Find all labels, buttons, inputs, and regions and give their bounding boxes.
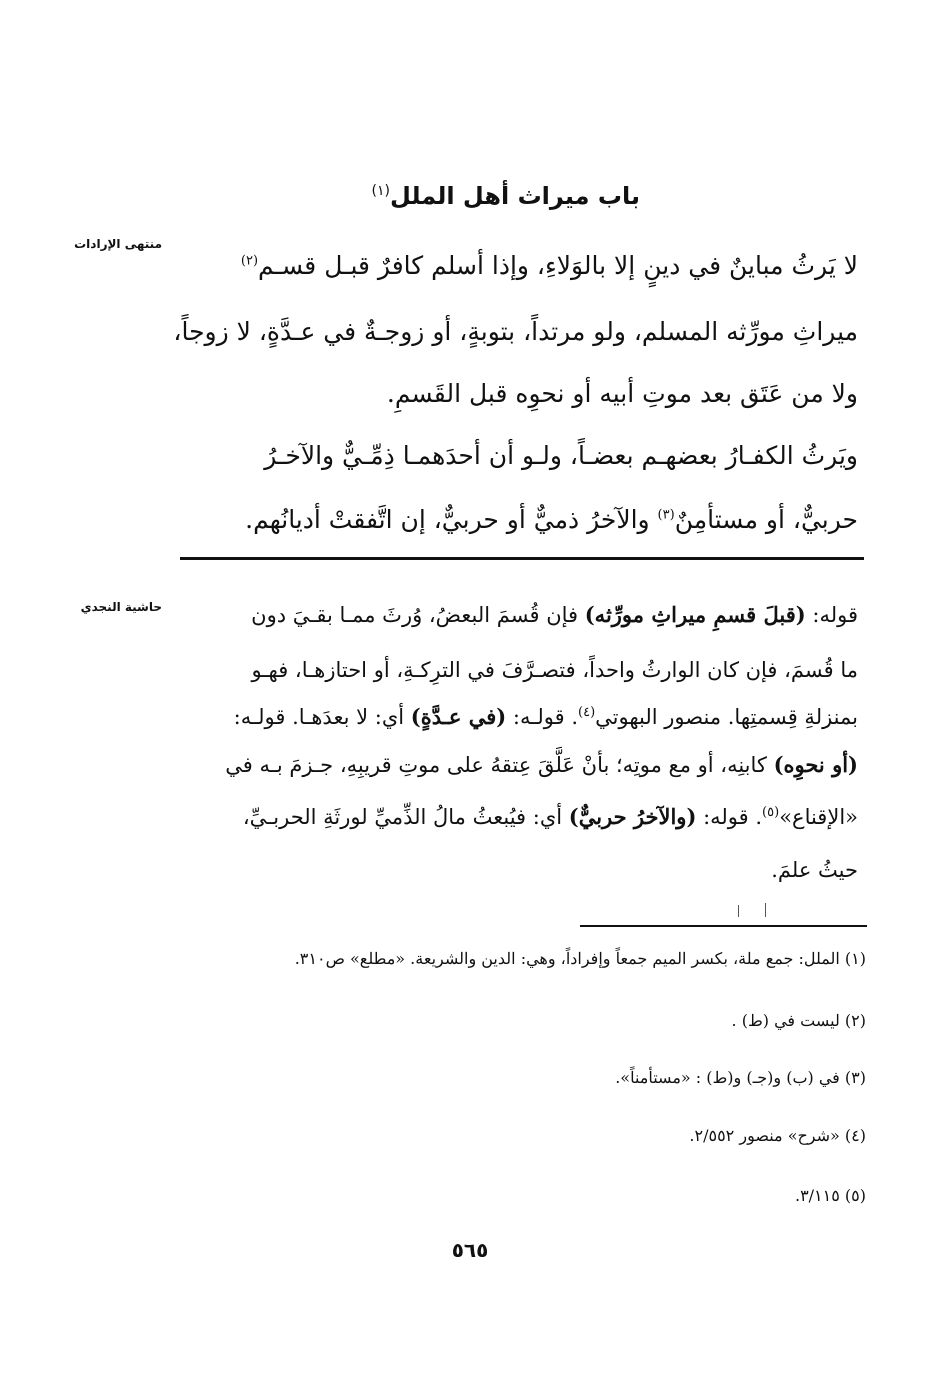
page-number: ٥٦٥ <box>451 1238 489 1262</box>
chapter-title-note: (١) <box>371 183 391 199</box>
footnote-ref: (٢) <box>240 253 259 269</box>
hashiya-text: قوله: <box>805 603 858 627</box>
hashiya-text: فإن قُسمَ البعضُ، وُرثَ ممـا بقـيَ دون <box>251 603 585 627</box>
footnote-divider <box>580 925 867 927</box>
hashiya-line <box>158 855 858 885</box>
hashiya-text: . قوله: <box>696 805 763 829</box>
hashiya-line <box>158 802 858 832</box>
main-text-line-text: ويَرثُ الكفـارُ بعضهـم بعضـاً، ولـو أن أحدَهمـا ذِمِّـيٌّ والآخـرُ <box>264 441 858 470</box>
hashiya-text: أي: لا بعدَهـا. قولـه: <box>233 705 411 729</box>
side-label-hashiya: حاشية النجدي <box>80 600 162 614</box>
chapter-title <box>340 182 640 210</box>
section-divider <box>180 557 864 560</box>
footnote-ref: (٤) <box>578 705 596 720</box>
hashiya-text: ما قُسمَ، فإن كان الوارثُ واحداً، فتصـرَّفَ في الترِكـةِ، أو احتازهـا، فهـو <box>251 658 858 682</box>
footnote: (٥) ٣/١١٥. <box>794 1186 866 1205</box>
main-text-line <box>158 378 858 410</box>
main-text-line <box>158 440 858 472</box>
hashiya-text: . قولـه: <box>506 705 579 729</box>
hashiya-line <box>158 655 858 685</box>
main-text-line-text: والآخرُ ذميٌّ أو حربيٌّ، إن اتَّفقتْ أديانُهم. <box>245 505 658 534</box>
footnote-ref: (٣) <box>657 507 675 523</box>
main-text-line <box>158 316 858 348</box>
quoted-phrase: (والآخرُ حربيٌّ) <box>568 804 697 829</box>
quoted-phrase: (أو نحوِه) <box>773 752 858 777</box>
hashiya-text: كابنِه، أو مع موتِه؛ بأنْ عَلَّقَ عِتقهُ على موتِ قريبِهِ، جـزمَ بـه في <box>225 753 774 777</box>
scan-artifact <box>738 905 739 917</box>
main-text-line-text: لا يَرثُ مباينٌ في دينٍ إلا بالوَلاءِ، وإذا أسلم كافرٌ قبـل قسـم <box>258 251 858 280</box>
hashiya-line <box>158 750 858 780</box>
footnote-ref: (٥) <box>762 805 780 820</box>
quoted-phrase: (قبلَ قسمِ ميراثِ مورِّثه) <box>584 602 806 627</box>
hashiya-text: بمنزلةِ قِسمتِها. منصور البهوتي <box>595 705 858 729</box>
side-label-main-text: منتهى الإرادات <box>74 237 162 251</box>
footnote: (٢) ليست في (ط) . <box>731 1011 866 1030</box>
main-text-line-text: حربيٌّ، أو مستأمِنٌ <box>674 505 858 534</box>
hashiya-text: حيثُ علمَ. <box>771 858 858 882</box>
footnote: (٤) «شرح» منصور ٢/٥٥٢. <box>689 1126 866 1145</box>
main-text-line <box>158 250 858 282</box>
footnote: (٣) في (ب) و(جـ) و(ط) : «مستأمناً». <box>615 1068 866 1087</box>
main-text-line-text: ولا من عَتَق بعد موتِ أبيه أو نحوِه قبل القَسمِ. <box>386 379 858 408</box>
main-text-line <box>158 504 858 536</box>
scan-artifact <box>765 903 766 917</box>
quoted-phrase: (في عـدَّةٍ) <box>410 704 507 729</box>
chapter-title-text: باب ميراث أهل الملل <box>390 182 640 210</box>
hashiya-text: أي: فيُبعثُ مالُ الذِّميِّ لورثَةِ الحربـيِّ، <box>242 805 569 829</box>
hashiya-line <box>158 702 858 732</box>
hashiya-text: «الإقناع» <box>779 805 858 829</box>
footnote: (١) الملل: جمع ملة، بكسر الميم جمعاً وإفراداً، وهي: الدين والشريعة. «مطلع» ص٣١٠. <box>294 949 866 968</box>
hashiya-line <box>158 600 858 630</box>
main-text-line-text: ميراثِ مورِّثه المسلم، ولو مرتداً، بتوبةٍ، أو زوجـةٌ في عـدَّةٍ، لا زوجاً، <box>173 317 858 346</box>
